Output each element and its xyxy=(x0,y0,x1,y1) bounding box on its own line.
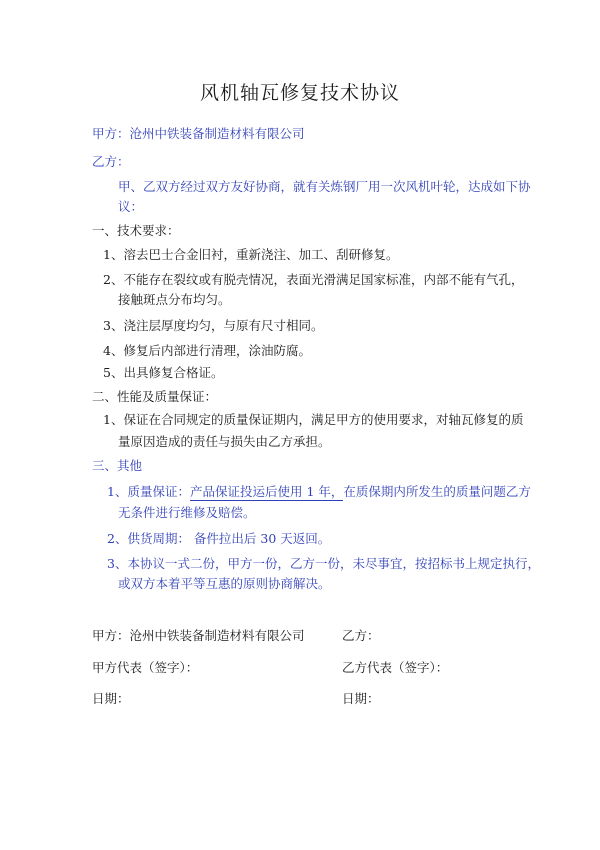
quality-warranty-underlined: 产品保证投运后使用 1 年， xyxy=(189,484,344,499)
section-2-line-1: 1、保证在合同规定的质量保证期内，满足甲方的使用要求，对轴瓦修复的质 xyxy=(103,412,524,427)
section-3-item-1 xyxy=(107,484,531,500)
section-1-item: 1、溶去巴士合金旧衬，重新浇注、加工、刮研修复。 xyxy=(103,247,399,262)
intro-line-2: 议： xyxy=(118,199,144,214)
quality-label: 1、质量保证： xyxy=(107,484,190,499)
section-3-heading: 三、其他 xyxy=(92,458,143,473)
signature-rep-a: 甲方代表（签字）： xyxy=(92,660,199,675)
party-b-header: 乙方： xyxy=(92,154,130,169)
section-2-heading: 二、性能及质量保证： xyxy=(92,389,218,404)
section-3-item-3: 3、本协议一式二份，甲方一份，乙方一份，未尽事宜，按招标书上规定执行， xyxy=(107,556,540,571)
section-1-item: 5、出具修复合格证。 xyxy=(103,365,224,380)
section-1-item: 4、修复后内部进行清理，涂油防腐。 xyxy=(103,343,311,358)
quality-warranty-rest: 在质保期内所发生的质量问题乙方 xyxy=(343,484,531,499)
section-3-item-2: 2、供货周期： 备件拉出后 30 天返回。 xyxy=(107,531,331,546)
section-3-item-3-continued: 或双方本着平等互惠的原则协商解决。 xyxy=(118,576,331,591)
section-1-heading: 一、技术要求： xyxy=(92,223,180,238)
signature-party-a: 甲方：沧州中铁装备制造材料有限公司 xyxy=(92,628,305,643)
signature-party-b: 乙方： xyxy=(342,628,380,643)
section-1-item: 3、浇注层厚度均匀，与原有尺寸相同。 xyxy=(103,318,324,333)
signature-date-a: 日期： xyxy=(92,691,130,706)
section-2-line-2: 量原因造成的责任与损失由乙方承担。 xyxy=(118,434,331,449)
section-3-item-1-continued: 无条件进行维修及赔偿。 xyxy=(118,505,256,520)
signature-date-b: 日期： xyxy=(342,691,380,706)
party-a-header: 甲方：沧州中铁装备制造材料有限公司 xyxy=(92,126,305,141)
section-1-item: 2、不能存在裂纹或有脱壳情况，表面光滑满足国家标准，内部不能有气孔， xyxy=(103,272,524,287)
intro-line-1: 甲、乙双方经过双方友好协商，就有关炼钢厂用一次风机叶轮，达成如下协 xyxy=(118,179,531,194)
signature-rep-b: 乙方代表（签字）： xyxy=(342,660,449,675)
document-title: 风机轴瓦修复技术协议 xyxy=(199,82,400,104)
section-1-item-continued: 接触斑点分布均匀。 xyxy=(118,292,231,307)
